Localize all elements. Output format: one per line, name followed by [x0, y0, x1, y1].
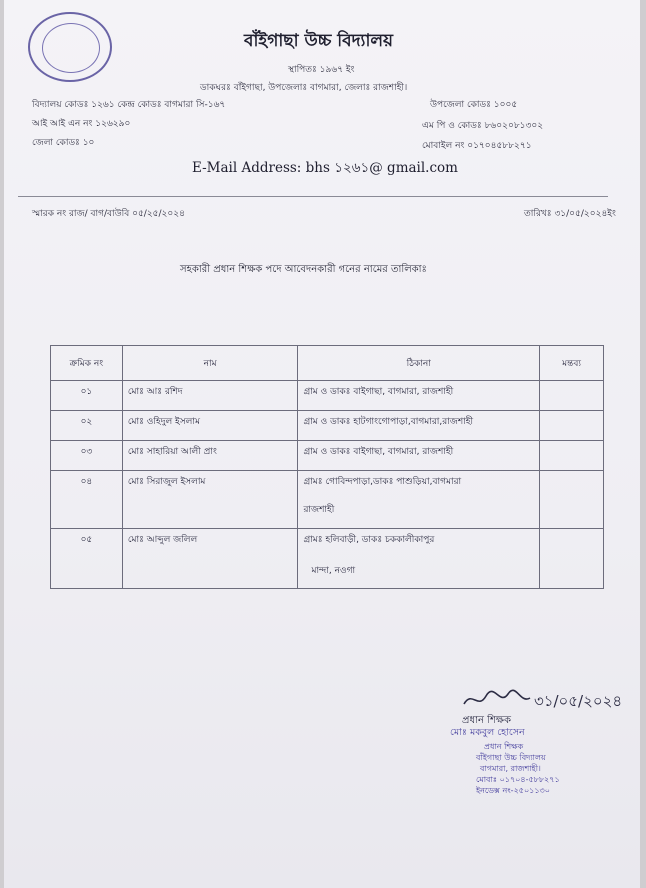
table-row: [51, 411, 604, 441]
subject-line: সহকারী প্রধান শিক্ষক পদে আবেদনকারী গনের নামের তালিকাঃ: [180, 264, 427, 275]
address-line-2: রাজশাহী: [303, 505, 335, 515]
district-code: জেলা কোডঃ ১০: [32, 138, 95, 148]
column-header-remarks: মন্তব্য: [540, 346, 604, 381]
serial-cell: ০৪: [51, 471, 123, 529]
name-cell: মোঃ সাহারিয়া আলী প্রাং: [122, 441, 298, 471]
name-cell: মোঃ সিরাজুল ইসলাম: [122, 471, 298, 529]
serial-cell: ০৫: [51, 529, 123, 589]
table-row: [51, 381, 604, 411]
mpo-code: এম পি ও কোডঃ ৮৬০২০৮১৩০২: [422, 121, 544, 131]
address-line-2: মান্দা, নওগা: [311, 566, 356, 576]
serial-cell: ০৩: [51, 441, 123, 471]
established: স্থাপিতঃ ১৯৬৭ ইং: [288, 65, 355, 75]
address: ডাকঘরঃ বাঁইগাছা, উপজেলাঃ বাগমারা, জেলাঃ রাজশাহী।: [200, 83, 408, 93]
eiin: আই আই এন নং ১২৬২৯০: [32, 119, 131, 129]
remarks-cell: [540, 471, 604, 529]
address-cell: [298, 529, 540, 589]
name-cell: মোঃ আব্দুল জলিল: [122, 529, 298, 589]
document-page: [4, 0, 640, 888]
stamp-role: প্রধান শিক্ষক: [484, 742, 524, 751]
email-address: E-Mail Address: bhs ১২৬১@ gmail.com: [192, 160, 458, 176]
name-cell: মোঃ ওহিদুল ইসলাম: [122, 411, 298, 441]
address-cell: গ্রাম ও ডাকঃ হাটগাংগোপাড়া,বাগমারা,রাজশাহী: [298, 411, 540, 441]
stamp-place: বাগমারা, রাজশাহী।: [480, 764, 541, 773]
column-header-name: নাম: [122, 346, 298, 381]
stamp-name: মোঃ মকবুল হোসেন: [450, 727, 525, 738]
stamp-index: ইনডেক্স নং-২৫০১১৩০: [476, 786, 550, 795]
school-code: বিদ্যালয় কোডঃ ১২৬১ কেন্দ্র কোডঃ বাগমারা সি-১৬৭: [32, 100, 226, 110]
remarks-cell: [540, 411, 604, 441]
name-cell: মোঃ আঃ রশিদ: [122, 381, 298, 411]
signature-date: ৩১/০৫/২০২৪: [534, 692, 623, 710]
school-seal: [28, 12, 112, 82]
upazila-code: উপজেলা কোডঃ ১০০৫: [430, 100, 518, 110]
header-divider: [18, 196, 608, 197]
table-header-row: [51, 346, 604, 381]
address-line-1: গ্রামঃ গোবিন্দপাড়া,ডাকঃ পাশুড়িয়া,বাগমারা: [303, 477, 462, 487]
signature-title: প্রধান শিক্ষক: [462, 715, 511, 726]
remarks-cell: [540, 441, 604, 471]
memo-date: তারিখঃ ৩১/০৫/২০২৪ইং: [524, 209, 616, 219]
mobile: মোবাইল নং ০১৭০৪৫৮৮২৭১: [422, 141, 532, 151]
memo-ref: স্মারক নং রাজ/ বাগ/বাউবি ০৫/২৫/২০২৪: [32, 209, 185, 219]
table-row: [51, 471, 604, 529]
serial-cell: ০১: [51, 381, 123, 411]
stamp-mobile: মোবাঃ ০১৭০৪-৫৮৮২৭১: [476, 775, 560, 784]
address-cell: গ্রাম ও ডাকঃ বাইগাছা, বাগমারা, রাজশাহী: [298, 381, 540, 411]
serial-cell: ০২: [51, 411, 123, 441]
remarks-cell: [540, 381, 604, 411]
remarks-cell: [540, 529, 604, 589]
address-cell: গ্রাম ও ডাকঃ বাইগাছা, বাগমারা, রাজশাহী: [298, 441, 540, 471]
column-header-address: ঠিকানা: [298, 346, 540, 381]
table-row: [51, 441, 604, 471]
column-header-serial: ক্রমিক নং: [51, 346, 123, 381]
stamp-school: বাঁইগাছা উচ্চ বিদ্যালয়: [476, 753, 546, 762]
table-row: [51, 529, 604, 589]
school-name: বাঁইগাছা উচ্চ বিদ্যালয়: [244, 31, 394, 51]
address-line-1: গ্রামঃ হলিবাড়ী, ডাকঃ চককালীকাপুর: [303, 535, 435, 545]
applicant-table: [50, 345, 604, 589]
address-cell: [298, 471, 540, 529]
seal-inner-ring: [42, 23, 100, 73]
